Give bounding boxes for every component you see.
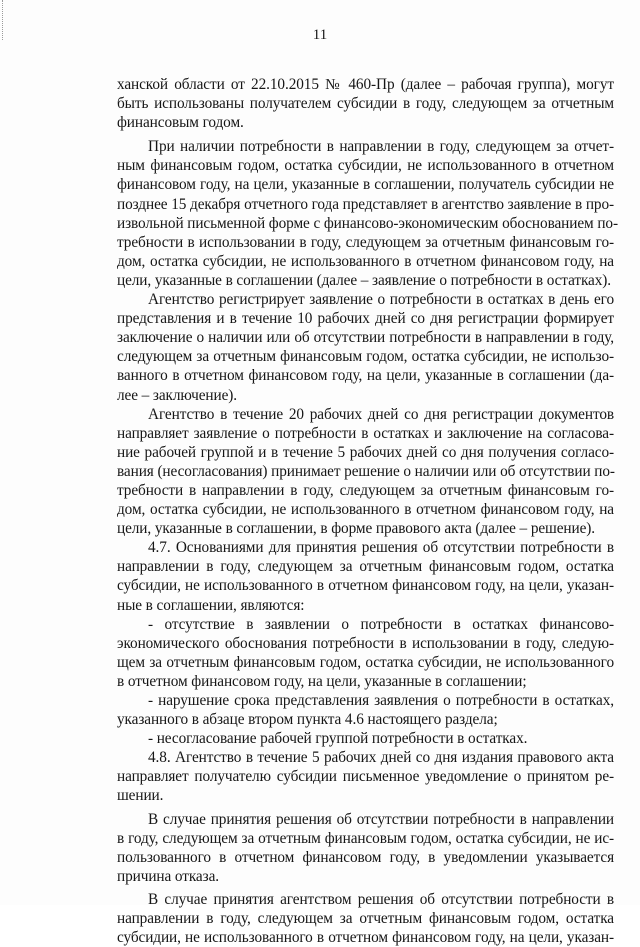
text-line: экономического обоснования потребности в использовании в году, следую-: [117, 634, 614, 652]
text-line: быть использованы получателем субсидии в году, следующем за отчетным: [117, 95, 614, 113]
text-line: позднее 15 декабря отчетного года представляет в агентство заявление в про-: [117, 195, 614, 213]
text-line: представления и в течение 10 рабочих дней со дня регистрации формирует: [117, 310, 614, 328]
text-line: причина отказа.: [117, 867, 219, 885]
text-line: направляет получателю субсидии письменное уведомление о принятом ре-: [117, 768, 614, 786]
text-line: дом, остатка субсидии, не использованного в отчетном финансовом году, на: [117, 252, 614, 270]
text-line: 4.8. Агентство в течение 5 рабочих дней со дня издания правового акта: [148, 749, 614, 767]
text-line: В случае принятия решения об отсутствии потребности в направлении: [148, 810, 614, 828]
text-line: в году, следующем за отчетным финансовым годом, остатка субсидии, не ис-: [117, 829, 614, 847]
text-line: цели, указанные в соглашении (далее – заявление о потребности в остатках).: [117, 271, 612, 289]
text-line: следующем за отчетным финансовым годом, остатка субсидии, не использо-: [117, 348, 614, 366]
text-line: указанного в абзаце втором пункта 4.6 настоящего раздела;: [117, 711, 498, 729]
text-line: дом, остатка субсидии, не использованного в отчетном финансовом году, на: [117, 501, 614, 519]
text-line: лее – заключение).: [117, 386, 238, 404]
text-line: Агентство регистрирует заявление о потребности в остатках в день его: [148, 291, 614, 309]
text-line: направлении в году, следующем за отчетным финансовым годом, остатка: [117, 558, 614, 576]
text-line: вания (несогласования) принимает решение о наличии или об отсутствии по-: [117, 462, 615, 480]
text-line: ные в соглашении, являются:: [117, 596, 305, 614]
text-line: щем за отчетным финансовым годом, остатка субсидии, не использованного: [117, 653, 614, 671]
body-text: [117, 75, 618, 947]
text-line: пользованного в отчетном финансовом году, в уведомлении указывается: [117, 848, 614, 866]
text-line: ние рабочей группой и в течение 5 рабочих дней со дня получения согласо-: [117, 443, 614, 461]
page-number: 11: [312, 27, 328, 43]
text-line: При наличии потребности в направлении в году, следующем за отчет-: [148, 138, 614, 156]
text-line: субсидии, не использованного в отчетном финансовом году, на цели, указан-: [117, 577, 614, 595]
text-line: направляет заявление о потребности в остатках и заключение на согласова-: [117, 424, 614, 442]
text-line: субсидии, не использованного в отчетном финансовом году, на цели, указан-: [117, 929, 614, 947]
text-line: направлении в году, следующем за отчетным финансовым годом, остатка: [117, 910, 614, 928]
text-line: В случае принятия агентством решения об отсутствии потребности в: [148, 890, 614, 908]
text-line: 4.7. Основаниями для принятия решения об отсутствии потребности в: [148, 539, 614, 557]
text-line: требности в направлении в году, следующем за отчетным финансовым го-: [117, 481, 614, 499]
text-line: - отсутствие в заявлении о потребности в остатках финансово-: [148, 615, 614, 633]
text-line: ханской области от 22.10.2015 № 460-Пр (далее – рабочая группа), могут: [117, 76, 614, 93]
text-line: цели, указанные в соглашении, в форме правового акта (далее – решение).: [117, 520, 596, 538]
text-line: ванного в отчетном финансовом году, на цели, указанные в соглашении (да-: [117, 367, 614, 385]
text-line: Агентство в течение 20 рабочих дней со дня регистрации документов: [148, 405, 614, 423]
text-line: ным финансовым годом, остатка субсидии, не использованного в отчетном: [117, 157, 614, 175]
text-line: финансовом году, на цели, указанные в соглашении, получатель субсидии не: [117, 176, 614, 194]
text-line: финансовым годом.: [117, 114, 244, 132]
text-line: заключение о наличии или об отсутствии потребности в направлении в году,: [117, 329, 614, 347]
text-line: шении.: [117, 787, 164, 805]
text-line: - нарушение срока представления заявления о потребности в остатках,: [148, 692, 614, 709]
text-line: в отчетном финансовом году, на цели, указанные в соглашении;: [117, 672, 527, 690]
text-line: требности в использовании в году, следующем за отчетным финансовым го-: [117, 233, 614, 251]
text-line: извольной письменной форме с финансово-экономическим обоснованием по-: [117, 214, 618, 232]
text-line: - несогласование рабочей группой потребности в остатках.: [148, 730, 528, 748]
